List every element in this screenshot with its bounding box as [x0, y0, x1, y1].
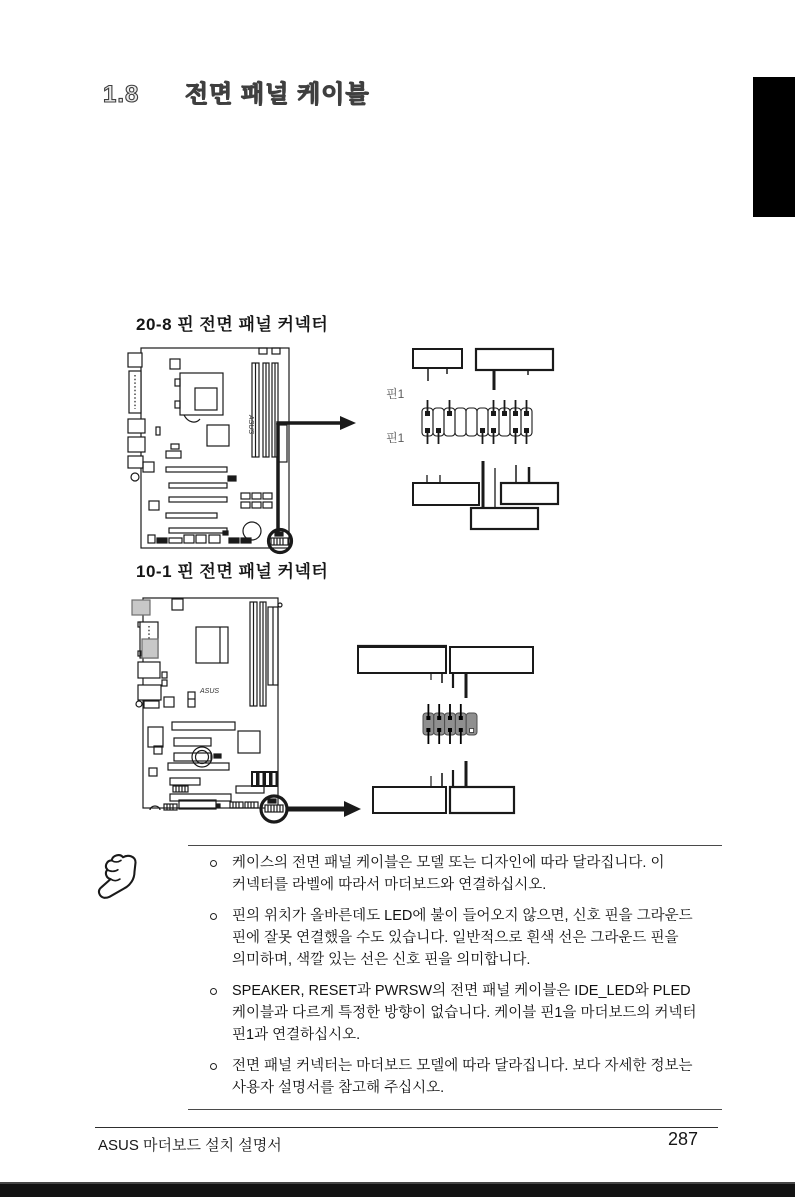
notes-section — [188, 845, 722, 1110]
pointing-hand-icon — [96, 852, 148, 905]
bullet-icon — [210, 913, 217, 920]
section-number: 1.8 — [103, 81, 140, 108]
cable-connectors-top — [357, 646, 533, 698]
page-title — [103, 74, 370, 109]
page-number: 287 — [668, 1129, 699, 1149]
note-item — [210, 980, 722, 1046]
pin-header-20-8 — [422, 400, 532, 444]
cable-connectors-bottom — [413, 461, 558, 529]
bullet-icon — [210, 988, 217, 995]
chapter-edge-tab — [753, 77, 795, 217]
keyed-pin-blank — [470, 729, 474, 733]
note-item — [210, 1055, 722, 1099]
bullet-icon — [210, 860, 217, 867]
note-item — [210, 852, 722, 896]
small-header — [173, 786, 188, 792]
arrowhead — [344, 801, 361, 817]
note-item — [210, 905, 722, 971]
footer-divider — [95, 1127, 718, 1128]
note-text-2: 핀의 위치가 올바른데도 LED에 불이 들어오지 않으면, 신호 핀을 그라운드 핀에 잘못 연결했을 수도 있습니다. 일반적으로 흰색 선은 그라운드 핀을 의미하며, 색깔 있는 선은 신호 핀을 의미합니다. — [232, 908, 693, 968]
front-panel-connector-circled — [261, 796, 287, 822]
diagram-10-1-label: 10-1 핀 전면 패널 커넥터 — [136, 562, 329, 581]
motherboard-matx-drawing — [132, 598, 287, 822]
pin1-label-top: 핀1 — [386, 387, 405, 401]
diagram-20-8-label: 20-8 핀 전면 패널 커넥터 — [136, 315, 329, 334]
diagram-10-1-graphic — [128, 593, 575, 828]
motherboard-atx-drawing — [128, 348, 292, 553]
asus-logo: ASUS — [200, 688, 220, 695]
asus-logo: ASUS — [247, 415, 254, 435]
cable-connectors-top — [413, 349, 553, 390]
arrowhead — [340, 416, 356, 430]
footer-book-title: ASUS 마더보드 설치 설명서 — [98, 1137, 282, 1154]
note-text-1: 케이스의 전면 패널 케이블은 모델 또는 디자인에 따라 달라집니다. 이 커넥터를 라벨에 따라서 마더보드와 연결하십시오. — [232, 855, 665, 893]
page-bottom-scan-edge — [0, 1182, 795, 1197]
pin-header-10-1 — [423, 704, 477, 744]
note-text-4: 전면 패널 커넥터는 마더보드 모델에 따라 달라집니다. 보다 자세한 정보는 사용자 설명서를 참고해 주십시오. — [232, 1058, 693, 1096]
bullet-icon — [210, 1063, 217, 1070]
note-text-3: SPEAKER, RESET과 PWRSW의 전면 패널 케이블은 IDE_LED와 PLED 케이블과 다르게 특정한 방향이 없습니다. 케이블 핀1을 마더보드의 커넥터 핀1과 연결하십시오. — [232, 983, 697, 1043]
diagram-20-8-graphic — [128, 345, 575, 552]
cable-connectors-bottom — [373, 761, 514, 813]
front-panel-connector-circled — [269, 530, 292, 553]
pin1-label-bottom: 핀1 — [386, 431, 405, 445]
section-title-text: 전면 패널 케이블 — [185, 81, 370, 108]
